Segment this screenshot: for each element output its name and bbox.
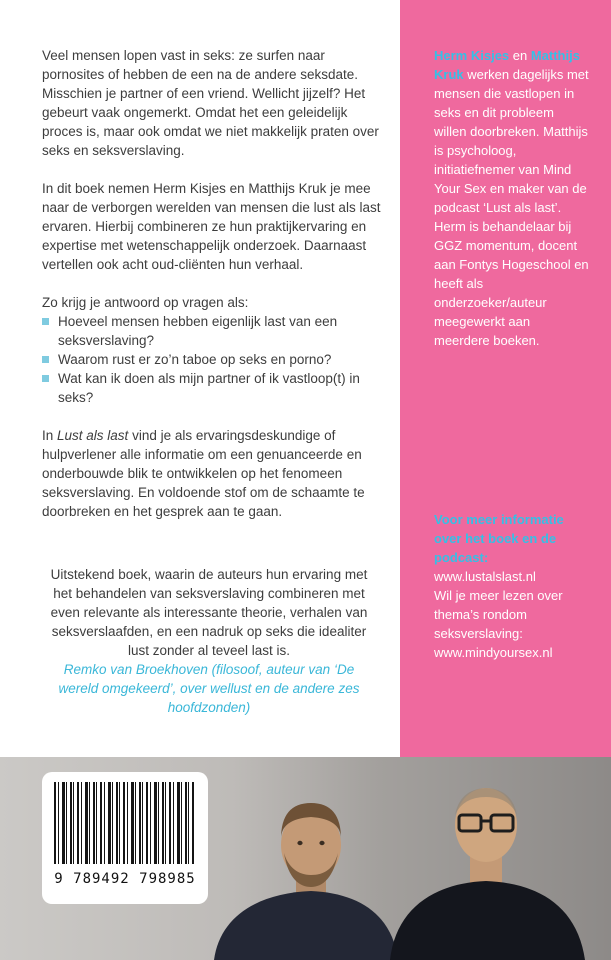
closing-post: vind je als ervaringsdeskundige of hulpverlener alle informatie om een genuanceerde en onderbouwde blik te ontwikkelen op het fenomeen seksverslaving. En voldoende stof om de schaamte te doorbreken en het gesprek aan te gaan. — [42, 428, 365, 519]
review-quote — [42, 565, 384, 717]
book-description-paragraph: In dit boek nemen Herm Kisjes en Matthijs Kruk je mee naar de verborgen werelden van mensen die lust als last ervaren. Hierbij combineren ze hun praktijkervaring en expertise met wetenschappelijk onderzoek. Daarnaast vertellen ook acht oud-cliënten hun verhaal. — [42, 181, 381, 272]
question-text: Wat kan ik doen als mijn partner of ik vastloop(t) in seks? — [58, 371, 360, 405]
intro-paragraph: Veel mensen lopen vast in seks: ze surfen naar pornosites of hebben de een na de andere seksdate. Misschien je partner of een vriend. Wellicht jijzelf? Het gebeurt vaak ongemerkt. Omdat het een geleidelijk proces is, maar ook omdat we niet makkelijk praten over seks en seksverslaving. — [42, 48, 379, 158]
author-name-matthijs: Matthijs Kruk — [434, 48, 580, 82]
quote-text: Uitstekend boek, waarin de auteurs hun ervaring met het behandelen van seksverslaving combineren met even relevante als interessante theorie, verhalen van seksverslaafden, en een nadruk op seks die idealiter lust zonder al teveel last is. — [50, 567, 368, 658]
links-heading: Voor meer informatie over het boek en de podcast: — [434, 512, 564, 565]
list-item — [42, 369, 384, 407]
bullet-square-icon — [42, 375, 49, 382]
question-text: Waarom rust er zo’n taboe op seks en porno? — [58, 352, 332, 367]
mindyoursex-url: www.mindyoursex.nl — [434, 645, 553, 660]
closing-pre: In — [42, 428, 58, 443]
bullet-square-icon — [42, 318, 49, 325]
bio-connector: en — [509, 48, 531, 63]
book-title-italic: Lust als last — [57, 428, 129, 443]
authors-photo — [0, 757, 611, 960]
barcode-bars — [54, 782, 196, 864]
list-item — [42, 350, 384, 369]
author-info-column — [400, 0, 611, 757]
bio-text: werken dagelijks met mensen die vastlopen in seks en dit probleem willen doorbreken. Matthijs is psycholoog, initiatiefnemer van Mind Your Sex en maker van de podcast ‘Lust als last’. Herm is behandelaar bij GGZ momentum, docent aan Fontys Hogeschool en heeft als onderzoeker/auteur meegewerkt aan meerdere boeken. — [434, 67, 589, 348]
closing-paragraph — [42, 426, 384, 521]
links-block — [434, 510, 589, 662]
book-url: www.lustalslast.nl — [434, 569, 536, 584]
isbn-number: 9 789492 798985 — [54, 871, 196, 887]
author-left-figure — [214, 803, 398, 960]
questions-intro: Zo krijg je antwoord op vragen als: — [42, 295, 249, 310]
podcast-more-text: Wil je meer lezen over thema’s rondom seksverslaving: — [434, 588, 563, 641]
quote-attribution: Remko van Broekhoven (filosoof, auteur van ‘De wereld omgekeerd’, over wellust en de andere zes hoofdzonden) — [58, 662, 360, 715]
author-name-herm: Herm Kisjes — [434, 48, 510, 63]
author-bio — [434, 46, 589, 350]
barcode — [42, 772, 208, 904]
list-item — [42, 312, 384, 350]
question-list — [42, 312, 384, 407]
bullet-square-icon — [42, 356, 49, 363]
author-right-figure — [390, 788, 585, 960]
question-text: Hoeveel mensen hebben eigenlijk last van een seksverslaving? — [58, 314, 338, 348]
